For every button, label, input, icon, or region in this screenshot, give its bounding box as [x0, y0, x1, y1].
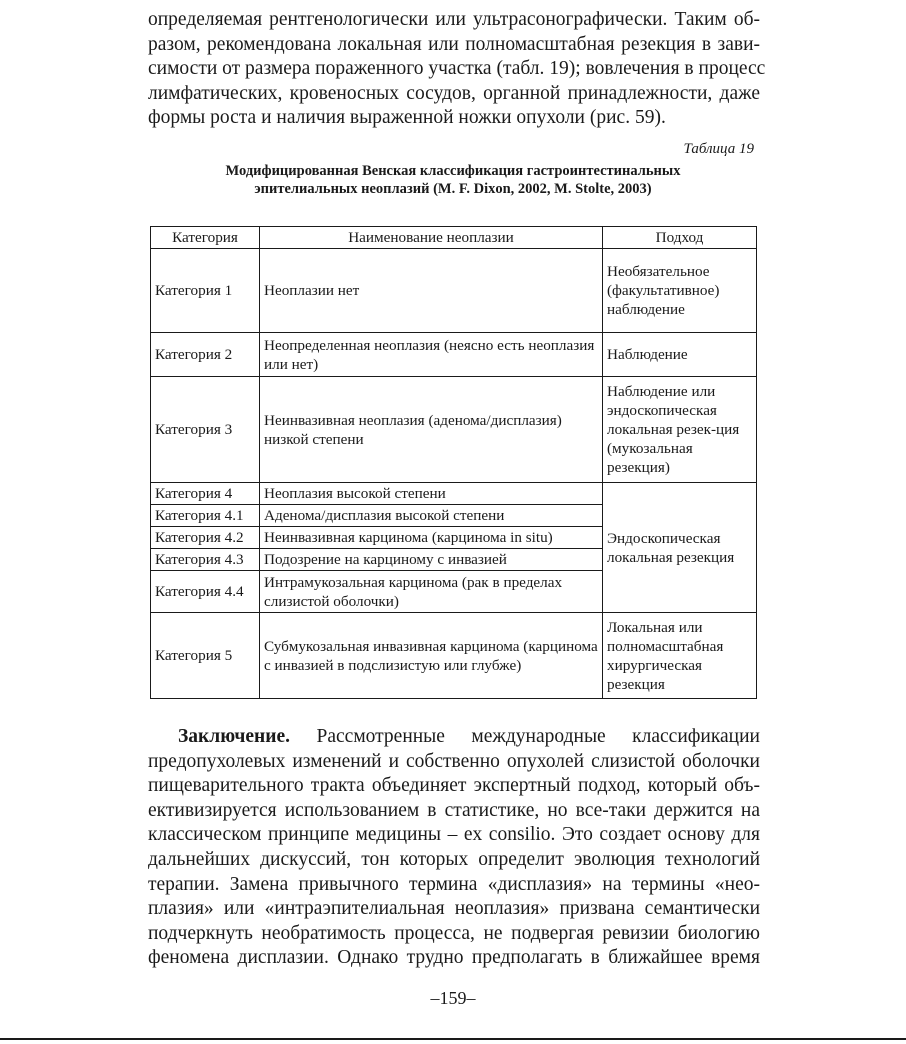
row-name: Интрамукозальная карцинома (рак в пределах слизистой оболочки)	[260, 571, 603, 613]
row-category: Категория 5	[151, 613, 260, 699]
table-row	[151, 333, 757, 377]
header-approach: Подход	[603, 227, 757, 249]
row-category: Категория 4.3	[151, 549, 260, 571]
text-fragment: Рассмотренные международные классификации	[290, 726, 760, 747]
row-name: Неинвазивная карцинома (карцинома in situ)	[260, 527, 603, 549]
table-row	[151, 377, 757, 483]
table-title-line: Модифицированная Венская классификация гастроинтестинальных	[225, 163, 681, 179]
text-line: дальнейших дискуссий, тон которых определит эволюция технологий	[148, 848, 760, 870]
row-approach: Локальная или полномасштабная хирургическая резекция	[603, 613, 757, 699]
text-line: симости от размера пораженного участка (табл. 19); вовлечения в процесс	[148, 58, 766, 80]
row-name: Аденома/дисплазия высокой степени	[260, 505, 603, 527]
bottom-rule	[0, 1038, 906, 1040]
text-line: формы роста и наличия выраженной ножки опухоли (рис. 59).	[148, 107, 666, 129]
table-row	[151, 249, 757, 333]
row-approach: Необязательное (факультативное) наблюдение	[603, 249, 757, 333]
intro-paragraph	[148, 8, 766, 131]
table-label: Таблица 19	[683, 141, 754, 157]
text-line: ективизируется использованием в статистике, но все-таки держится на	[148, 799, 760, 821]
row-category: Категория 1	[151, 249, 260, 333]
conclusion-paragraph	[148, 725, 760, 971]
row-approach: Эндоскопическая локальная резекция	[603, 483, 757, 613]
classification-table	[150, 226, 757, 699]
text-line: терапии. Замена привычного термина «дисплазия» на термины «нео-	[148, 873, 760, 895]
table-title-line: эпителиальных неоплазий (M. F. Dixon, 2002, M. Stolte, 2003)	[254, 181, 652, 197]
row-name: Неоплазия высокой степени	[260, 483, 603, 505]
row-name: Неопределенная неоплазия (неясно есть неоплазия или нет)	[260, 333, 603, 377]
table-row	[151, 613, 757, 699]
text-line	[148, 725, 760, 750]
text-line: предопухолевых изменений и собственно опухолей слизистой оболочки	[148, 750, 760, 772]
text-line: разом, рекомендована локальная или полномасштабная резекция в зави-	[148, 33, 760, 55]
row-category: Категория 3	[151, 377, 260, 483]
text-line: подчеркнуть необратимость процесса, не подвергая ревизии биологию	[148, 922, 760, 944]
text-line: определяемая рентгенологически или ультрасонографически. Таким об-	[148, 9, 760, 30]
table-header-row	[151, 227, 757, 249]
page-number: –159–	[430, 988, 476, 1008]
header-category: Категория	[151, 227, 260, 249]
text-line: феномена дисплазии. Однако трудно предполагать в ближайшее время	[148, 947, 760, 969]
row-category: Категория 4.2	[151, 527, 260, 549]
header-name: Наименование неоплазии	[260, 227, 603, 249]
row-name: Неоплазии нет	[260, 249, 603, 333]
conclusion-lead: Заключение.	[178, 726, 291, 747]
row-category: Категория 4	[151, 483, 260, 505]
row-name: Подозрение на карциному с инвазией	[260, 549, 603, 571]
row-category: Категория 4.4	[151, 571, 260, 613]
table-title	[150, 162, 756, 198]
row-name: Неинвазивная неоплазия (аденома/дисплазия) низкой степени	[260, 377, 603, 483]
row-approach: Наблюдение или эндоскопическая локальная резек-ция (мукозальная резекция)	[603, 377, 757, 483]
table-row	[151, 483, 757, 505]
text-line: плазия» или «интраэпителиальная неоплазия» призвана семантически	[148, 898, 760, 920]
row-approach: Наблюдение	[603, 333, 757, 377]
row-category: Категория 4.1	[151, 505, 260, 527]
text-line: лимфатических, кровеносных сосудов, органной принадлежности, даже	[148, 82, 760, 104]
text-line: классическом принципе медицины – ex consilio. Это создает основу для	[148, 824, 760, 846]
row-category: Категория 2	[151, 333, 260, 377]
row-name: Субмукозальная инвазивная карцинома (карцинома с инвазией в подслизистую или глубже)	[260, 613, 603, 699]
text-line: пищеварительного тракта объединяет экспертный подход, который объ-	[148, 775, 760, 797]
